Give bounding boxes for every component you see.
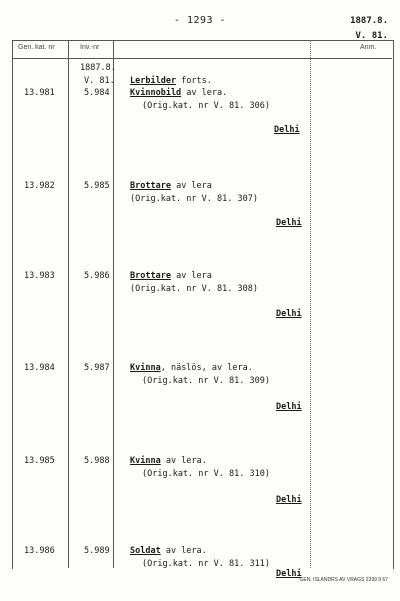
- row-gen-nr: 13.981: [24, 88, 55, 98]
- row-origin-label: Delhi: [274, 125, 300, 135]
- row-material: av lera: [170, 181, 212, 191]
- row-object-name: Brottare: [130, 181, 171, 191]
- row-object-name: Kvinna: [130, 456, 161, 466]
- page-number: - 1293 -: [173, 15, 227, 26]
- row-inv-nr: 5.988: [84, 456, 110, 466]
- header-rule: [12, 58, 392, 59]
- column-divider-inv: [113, 40, 114, 568]
- header-series: V. 81.: [84, 76, 115, 86]
- column-divider-anm: [310, 40, 311, 568]
- corner-reference-line1: 1887.8.: [350, 16, 388, 26]
- row-description: [130, 270, 212, 282]
- row-orig-ref: (Orig.kat. nr V. 81. 306): [142, 101, 270, 111]
- row-gen-nr: 13.984: [24, 363, 55, 373]
- table-frame: [12, 40, 394, 569]
- row-description: [130, 455, 207, 467]
- row-origin-label: Delhi: [276, 569, 302, 579]
- row-inv-nr: 5.984: [84, 88, 110, 98]
- row-object-name: Soldat: [130, 546, 161, 556]
- row-orig-ref: (Orig.kat. nr V. 81. 308): [130, 284, 258, 294]
- row-orig-ref: (Orig.kat. nr V. 81. 307): [130, 194, 258, 204]
- corner-reference-line2: V. 81.: [355, 31, 388, 41]
- row-description: [130, 87, 227, 99]
- column-header-anm: Anm.: [360, 44, 377, 51]
- row-origin-label: Delhi: [276, 495, 302, 505]
- row-inv-nr: 5.985: [84, 181, 110, 191]
- header-year: 1887.8.: [80, 63, 116, 73]
- section-title-suffix: forts.: [176, 76, 212, 86]
- row-orig-ref: (Orig.kat. nr V. 81. 309): [142, 376, 270, 386]
- row-material: av lera.: [160, 456, 207, 466]
- row-material: , näslös, av lera.: [160, 363, 253, 373]
- row-object-name: Kvinnobild: [130, 88, 182, 98]
- column-divider-gen: [68, 40, 69, 568]
- row-origin-label: Delhi: [276, 309, 302, 319]
- section-title-main: Lerbilder: [130, 76, 177, 86]
- column-header-inv-nr: Inv.-nr: [80, 44, 100, 51]
- row-inv-nr: 5.989: [84, 546, 110, 556]
- column-header-gen-kat-nr: Gen. kat. nr: [18, 44, 55, 51]
- footer-form-code: GEN. ISLANDRS AV VRAGS 2399 9 67: [299, 577, 388, 583]
- section-title: [130, 75, 212, 87]
- row-gen-nr: 13.982: [24, 181, 55, 191]
- row-inv-nr: 5.987: [84, 363, 110, 373]
- row-gen-nr: 13.983: [24, 271, 55, 281]
- row-material: av lera.: [160, 546, 207, 556]
- row-inv-nr: 5.986: [84, 271, 110, 281]
- row-orig-ref: (Orig.kat. nr V. 81. 311): [142, 559, 270, 569]
- row-orig-ref: (Orig.kat. nr V. 81. 310): [142, 469, 270, 479]
- row-description: [130, 545, 207, 557]
- row-gen-nr: 13.986: [24, 546, 55, 556]
- row-description: [130, 180, 212, 192]
- row-material: av lera.: [181, 88, 228, 98]
- row-material: av lera: [170, 271, 212, 281]
- row-origin-label: Delhi: [276, 402, 302, 412]
- row-object-name: Kvinna: [130, 363, 161, 373]
- row-origin-label: Delhi: [276, 218, 302, 228]
- row-description: [130, 362, 253, 374]
- row-object-name: Brottare: [130, 271, 171, 281]
- row-gen-nr: 13.985: [24, 456, 55, 466]
